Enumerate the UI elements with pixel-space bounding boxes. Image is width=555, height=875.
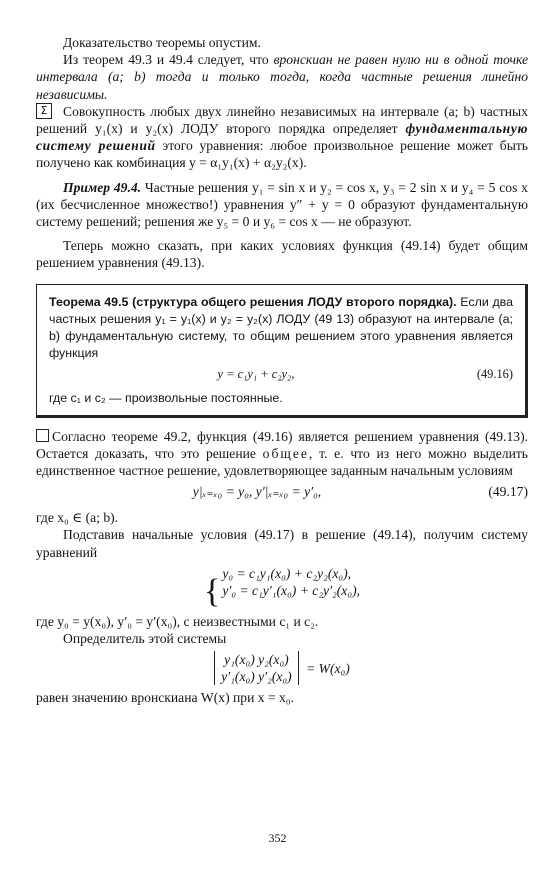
determinant-equation bbox=[36, 651, 528, 685]
equation-49-16 bbox=[49, 362, 513, 390]
paragraph-substitution: Подставив начальные условия (49.17) в решение (49.14), получим систему уравнений bbox=[36, 527, 528, 560]
text: этого уравнения: любое произвольное решение может быть получено как комбинация y = α₁y₁(x) + α₂y₂(x). bbox=[36, 138, 528, 171]
determinant-rhs: = W(x₀) bbox=[306, 660, 350, 676]
paragraph-general-solution: Теперь можно сказать, при каких условиях функция (49.14) будет общим решением уравнения (49.13). bbox=[36, 238, 528, 271]
text: Согласно теореме 49.2, функция (49.16) является решением уравнения (49.13). Остается доказать, что это решение bbox=[36, 428, 528, 461]
example-text: Частные решения y₁ = sin x и y₂ = cos x, y₃ = 2 sin x и y₄ = 5 cos x (их бесчисленное множество!) уравнения y″ + y = 0 образуют фундаментальную систему решений; решения же y₅ = 0 и y₆ = cos x — не образуют. bbox=[36, 179, 528, 230]
theorem-title: Теорема 49.5 (структура общего решения ЛОДУ второго порядка). bbox=[49, 294, 457, 309]
determinant bbox=[214, 651, 299, 685]
paragraph-determinant: Определитель этой системы bbox=[63, 631, 227, 647]
equation-49-17 bbox=[36, 479, 528, 509]
theorem-box bbox=[36, 284, 528, 418]
sigma-icon: Σ bbox=[36, 103, 52, 119]
equation-body: y = c₁y₁ + c₂y₂, bbox=[217, 366, 295, 381]
where-y0: где y₀ = y(x₀), y′₀ = y′(x₀), с неизвестными c₁ и c₂. bbox=[36, 613, 319, 629]
text: , т. е. что из него можно выделить единственное частное решение, удовлетворяющее заданным начальным условиям bbox=[36, 445, 528, 479]
system-line-2: y′₀ = c₁y′₁(x₀) + c₂y′₂(x₀), bbox=[222, 583, 360, 599]
equation-number: (49.16) bbox=[476, 366, 513, 381]
spaced-word: общее bbox=[262, 445, 309, 461]
theorem-statement bbox=[49, 294, 513, 362]
determinant-row-2: y′₁(x₀) y′₂(x₀) bbox=[221, 669, 292, 685]
equation-number: (49.17) bbox=[488, 484, 528, 500]
text: Из теорем 49.3 и 49.4 следует, что bbox=[63, 52, 274, 68]
paragraph-proof-omitted: Доказательство теоремы опустим. bbox=[63, 35, 261, 50]
proof-start-icon bbox=[36, 429, 49, 442]
system-line-1: y₀ = c₁y₁(x₀) + c₂y₂(x₀), bbox=[222, 565, 352, 581]
paragraph-proof bbox=[36, 428, 528, 480]
paragraph-wronskian bbox=[36, 51, 528, 103]
theorem-after: где c₁ и c₂ — произвольные постоянные. bbox=[49, 390, 283, 405]
page-content bbox=[36, 34, 528, 707]
page-number: 352 bbox=[268, 831, 287, 845]
paragraph-wronskian-value: равен значению вронскиана W(x) при x = x₀. bbox=[36, 690, 294, 706]
bold-term: фундаментальную систему решений bbox=[36, 121, 528, 154]
equation-body: y|ₓ₌ₓ₀ = y₀, y′|ₓ₌ₓ₀ = y′₀, bbox=[192, 484, 322, 500]
determinant-row-1: y₁(x₀) y₂(x₀) bbox=[224, 652, 289, 668]
where-x0: где x₀ ∈ (a; b). bbox=[36, 510, 119, 526]
fundamental-system-block bbox=[36, 103, 528, 172]
example-paragraph bbox=[36, 179, 528, 231]
system-lines bbox=[222, 565, 360, 599]
italic-statement: вронскиан не равен нулю ни в одной точке интервала (a; b) тогда и только тогда, когда частные решения линейно независимы. bbox=[36, 52, 528, 102]
paragraph-fundamental-system bbox=[36, 103, 528, 172]
equation-system bbox=[36, 565, 528, 609]
text: Совокупность любых двух линейно независимых на интервале (a; b) частных решений y₁(x) и y₂(x) ЛОДУ второго порядка определяет bbox=[36, 103, 528, 137]
example-label: Пример 49.4. bbox=[63, 179, 142, 195]
brace-icon: { bbox=[203, 572, 221, 610]
theorem-text: Если два частных решения y₁ = y₁(x) и y₂ = y₂(x) ЛОДУ (49 13) образуют на интервале (a; b) фундаментальную систему, то общим решением этого уравнения является функция bbox=[49, 294, 514, 360]
